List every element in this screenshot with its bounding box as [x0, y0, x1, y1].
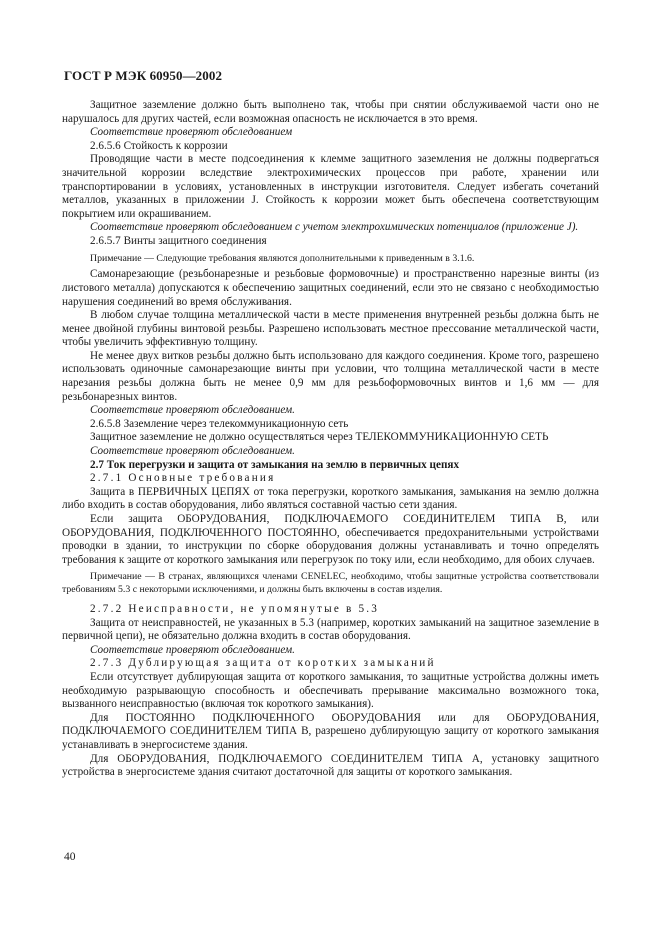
section-heading-2-7-2: 2.7.2 Неисправности, не упомянутые в 5.3 [90, 602, 380, 615]
compliance-note: Соответствие проверяют обследованием. [90, 445, 295, 458]
note: Примечание — В странах, являющихся членами CENELEC, необходимо, чтобы защитные устройства соответствовали требованиям 5.3 с некоторыми исключениями, и должны быть включены в состав изделия. [62, 571, 599, 596]
section-heading-2-6-5-8: 2.6.5.8 Заземление через телекоммуникационную сеть [90, 417, 349, 430]
compliance-note: Соответствие проверяют обследованием. [90, 404, 295, 417]
document-header: ГОСТ Р МЭК 60950—2002 [64, 68, 223, 83]
paragraph: Защитное заземление не должно осуществляться через ТЕЛЕКОММУНИКАЦИОННУЮ СЕТЬ [90, 431, 549, 444]
paragraph: Защита от неисправностей, не указанных в 5.3 (например, коротких замыканий на защитное заземление в первичной цепи), не обязательно должна входить в состав оборудования. [62, 616, 599, 643]
paragraph: Защита в ПЕРВИЧНЫХ ЦЕПЯХ от тока перегрузки, короткого замыкания, замыкания на землю должна либо входить в состав оборудования, либо являться составной частью сети здания. [62, 485, 599, 512]
section-heading-2-6-5-6: 2.6.5.6 Стойкость к коррозии [90, 139, 228, 152]
compliance-note: Соответствие проверяют обследованием с учетом электрохимических потенциалов (приложение J). [90, 221, 579, 234]
paragraph: Для ПОСТОЯННО ПОДКЛЮЧЕННОГО ОБОРУДОВАНИЯ или для ОБОРУДОВАНИЯ, ПОДКЛЮЧАЕМОГО СОЕДИНИТЕЛЕМ ТИПА В, разрешено дублирующую защиту от короткого замыкания устанавливать в энергосистеме здания. [62, 711, 599, 751]
section-heading-2-6-5-7: 2.6.5.7 Винты защитного соединения [90, 234, 267, 247]
paragraph: Не менее двух витков резьбы должно быть использовано для каждого соединения. Кроме того, разрешено использовать одиночные самонарезающие винты при условии, что толщина металлической части в месте нарезания резьбы должна быть не менее 0,9 мм для резьбоформовочных винтов и 1,6 мм — для резьбонарезных винтов. [62, 349, 599, 403]
paragraph: Проводящие части в месте подсоединения к клемме защитного заземления не должны подвергаться значительной коррозии вследствие электрохимических процессов при работе, хранении или транспортировании в условиях, установленных в инструкции изготовителя. Следует избегать сочетаний металлов, указанных в приложении J. Стойкость к коррозии может быть обеспечена соответствующим покрытием или окрашиванием. [62, 153, 599, 220]
page-number: 40 [64, 851, 76, 863]
section-heading-2-7: 2.7 Ток перегрузки и защита от замыкания на землю в первичных цепях [90, 458, 460, 471]
compliance-note: Соответствие проверяют обследованием [90, 126, 293, 139]
paragraph: Защитное заземление должно быть выполнено так, чтобы при снятии обслуживаемой части оно не нарушалось для других частей, если возможная опасность не исключается в это время. [62, 99, 599, 125]
compliance-note: Соответствие проверяют обследованием. [90, 643, 295, 656]
document-body [62, 99, 599, 780]
paragraph: В любом случае толщина металлической части в месте применения внутренней резьбы должна быть не менее двойной глубины винтовой резьбы. Разрешено использовать местное прессование металлической части, чтобы увеличить эффективную толщину. [62, 309, 599, 349]
paragraph: Если отсутствует дублирующая защита от короткого замыкания, то защитные устройства должны иметь необходимую разрывающую способность и обеспечивать прерывание максимально возможного тока, вызванного неисправностью (включая ток короткого замыкания). [62, 670, 599, 711]
paragraph: Если защита ОБОРУДОВАНИЯ, ПОДКЛЮЧАЕМОГО СОЕДИНИТЕЛЕМ ТИПА В, или ОБОРУДОВАНИЯ, ПОДКЛЮЧЕННОГО ПОСТОЯННО, обеспечивается предохранительными устройствами проводки в здании, то инструкции по сборке оборудования должны устанавливать и точно определять требования к защите от короткого замыкания или перегрузок по току или, если необходимо, для обоих случаев. [62, 513, 599, 566]
section-heading-2-7-3: 2.7.3 Дублирующая защита от коротких замыканий [90, 657, 436, 670]
paragraph: Самонарезающие (резьбонарезные и резьбовые формовочные) и пространственно нарезные винты (из листового металла) допускаются к обеспечению защитных соединений, если это не связано с необходимостью нарушения соединений во время обслуживания. [62, 268, 599, 308]
note: Примечание — Следующие требования являются дополнительными к приведенным в 3.1.6. [90, 252, 475, 264]
paragraph: Для ОБОРУДОВАНИЯ, ПОДКЛЮЧАЕМОГО СОЕДИНИТЕЛЕМ ТИПА А, установку защитного устройства в энергосистеме здания считают достаточной для защиты от короткого замыкания. [62, 752, 599, 779]
section-heading-2-7-1: 2.7.1 Основные требования [90, 472, 276, 485]
